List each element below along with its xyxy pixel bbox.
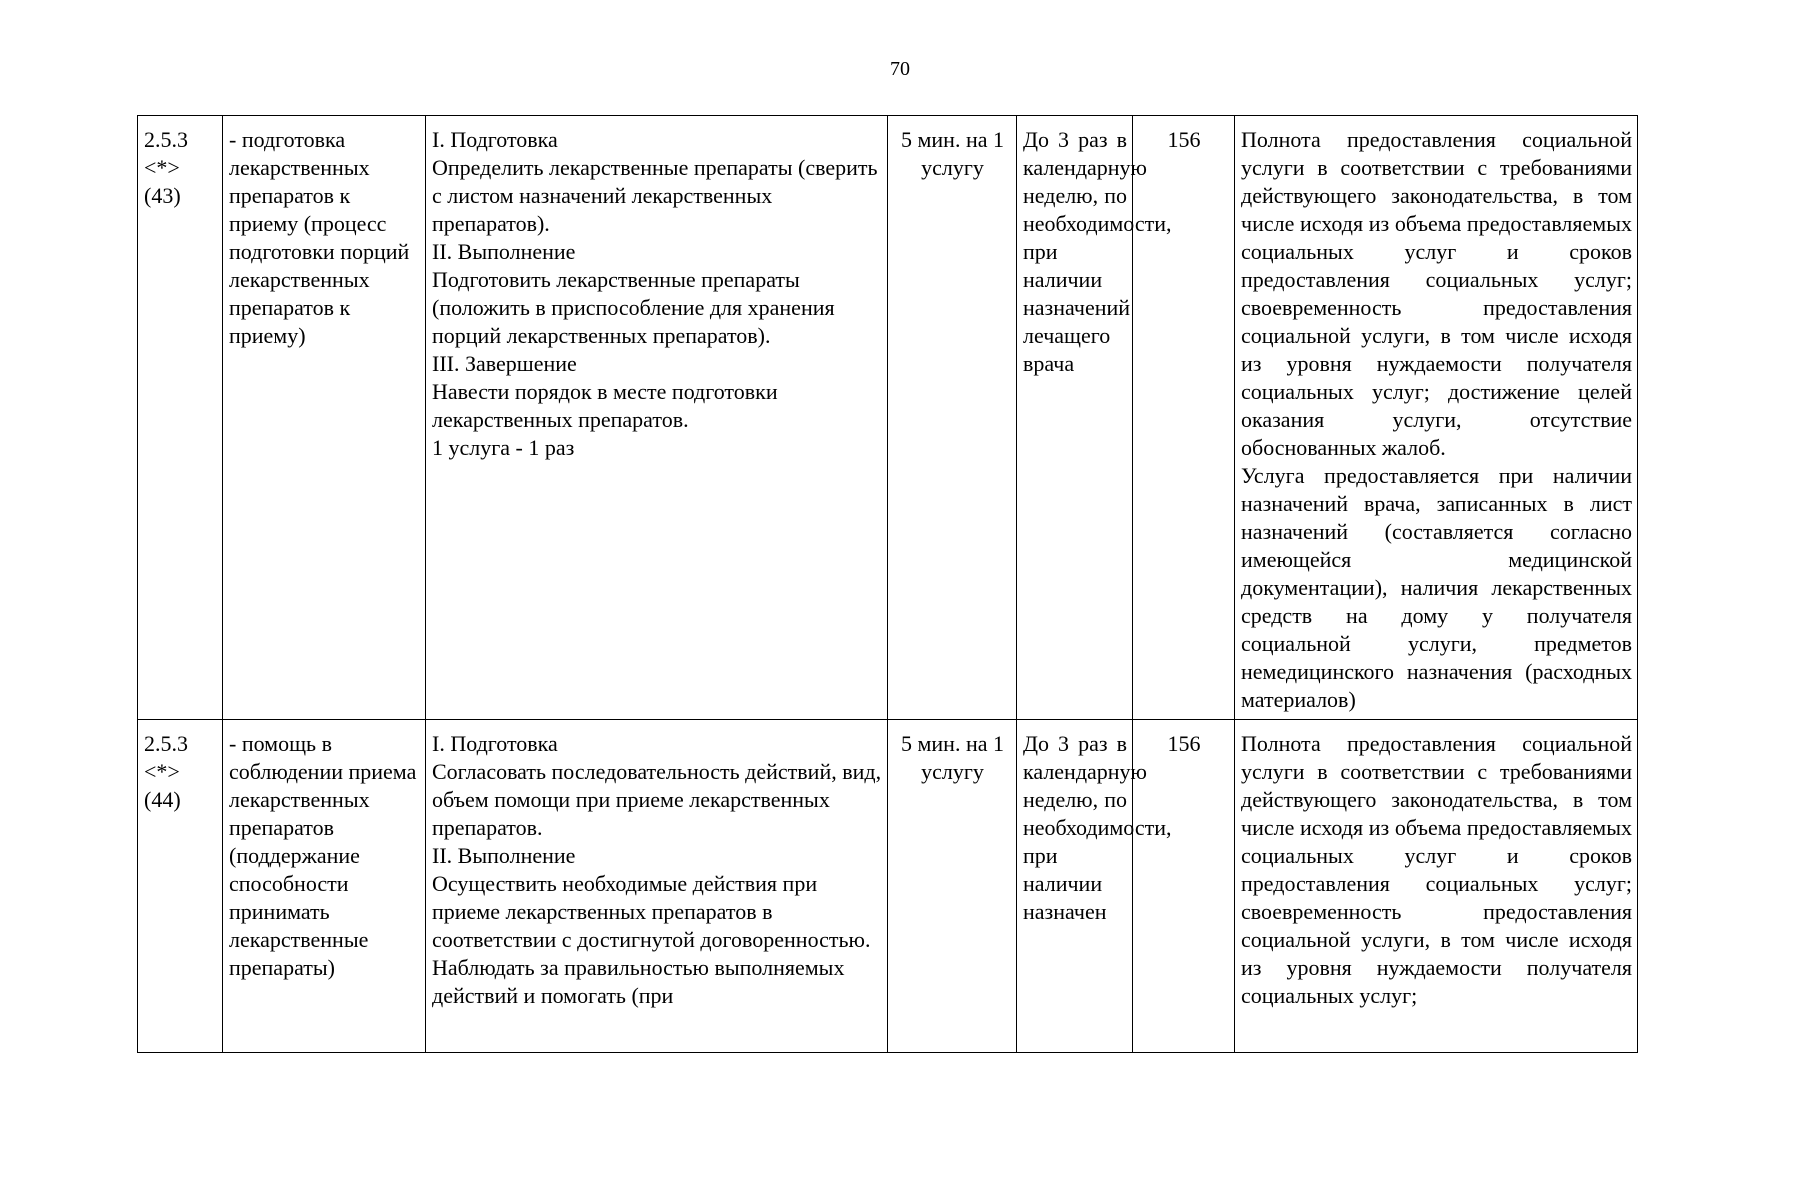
page-number: 70	[890, 58, 910, 80]
description-line: III. Завершение	[432, 351, 577, 376]
service-number: 156	[1167, 731, 1201, 756]
description-line: Осуществить необходимые действия при приеме лекарственных препаратов в соответствии с достигнутой договоренностью.	[432, 871, 871, 952]
description-line: II. Выполнение	[432, 239, 576, 264]
quality-paragraph: Полнота предоставления социальной услуги в соответствии с требованиями действующего законодательства, в том числе исходя из объема предоставляемых социальных услуг и сроков предоставления социальных услуг; своевременность предоставления социальной услуги, в том числе исходя из уровня нуждаемости получателя социальных услуг;	[1241, 731, 1632, 1008]
description-line: Навести порядок в месте подготовки лекарственных препаратов.	[432, 379, 778, 432]
service-name-cell	[223, 720, 426, 1053]
service-code-number: (43)	[144, 183, 181, 208]
service-code-mark: <*>	[144, 155, 180, 180]
services-table	[137, 115, 1638, 1053]
service-time-cell	[888, 720, 1017, 1053]
service-number-cell	[1133, 720, 1235, 1053]
table-row	[138, 720, 1638, 1053]
service-frequency: До 3 раз в календарную неделю, по необходимости, при наличии назначен	[1023, 731, 1172, 924]
description-line: I. Подготовка	[432, 127, 558, 152]
service-frequency: До 3 раз в календарную неделю, по необходимости, при наличии назначений лечащего врача	[1023, 127, 1172, 376]
service-code-cell	[138, 116, 223, 720]
service-code-mark: <*>	[144, 759, 180, 784]
description-line: I. Подготовка	[432, 731, 558, 756]
description-line: Определить лекарственные препараты (сверить с листом назначений лекарственных препаратов).	[432, 155, 878, 236]
description-line: Подготовить лекарственные препараты (положить в приспособление для хранения порций лекарственных препаратов).	[432, 267, 835, 348]
service-number-cell	[1133, 116, 1235, 720]
service-time-cell	[888, 116, 1017, 720]
service-number: 156	[1167, 127, 1201, 152]
quality-paragraph: Услуга предоставляется при наличии назначений врача, записанных в лист назначений (составляется согласно имеющейся медицинской документации), наличия лекарственных средств на дому у получателя социальной услуги, предметов немедицинского назначения (расходных материалов)	[1241, 463, 1632, 712]
service-name-cell	[223, 116, 426, 720]
service-time: 5 мин. на 1 услугу	[900, 731, 1004, 784]
description-line: Согласовать последовательность действий, вид, объем помощи при приеме лекарственных препаратов.	[432, 759, 882, 840]
description-line: 1 услуга - 1 раз	[432, 435, 575, 460]
quality-paragraph: Полнота предоставления социальной услуги в соответствии с требованиями действующего законодательства, в том числе исходя из объема предоставляемых социальных услуг и сроков предоставления социальных услуг; своевременность предоставления социальной услуги, в том числе исходя из уровня нуждаемости получателя социальных услуг; достижение целей оказания услуги, отсутствие обоснованных жалоб.	[1241, 127, 1632, 460]
description-line: II. Выполнение	[432, 843, 576, 868]
service-description-cell	[426, 720, 888, 1053]
service-frequency-cell	[1017, 116, 1172, 720]
service-description-cell	[426, 116, 888, 720]
service-code-cell	[138, 720, 223, 1053]
description-line: Наблюдать за правильностью выполняемых действий и помогать (при	[432, 955, 845, 1008]
service-code: 2.5.3	[144, 731, 188, 756]
service-code-number: (44)	[144, 787, 181, 812]
service-name: - подготовка лекарственных препаратов к приему (процесс подготовки порций лекарственных препаратов к приему)	[229, 127, 410, 348]
service-quality-cell	[1235, 720, 1638, 1053]
service-frequency-cell	[1017, 720, 1172, 1053]
service-quality-cell	[1235, 116, 1638, 720]
service-time: 5 мин. на 1 услугу	[900, 127, 1004, 180]
service-code: 2.5.3	[144, 127, 188, 152]
service-name: - помощь в соблюдении приема лекарственных препаратов (поддержание способности принимать лекарственные препараты)	[229, 731, 417, 980]
table-row	[138, 116, 1638, 720]
